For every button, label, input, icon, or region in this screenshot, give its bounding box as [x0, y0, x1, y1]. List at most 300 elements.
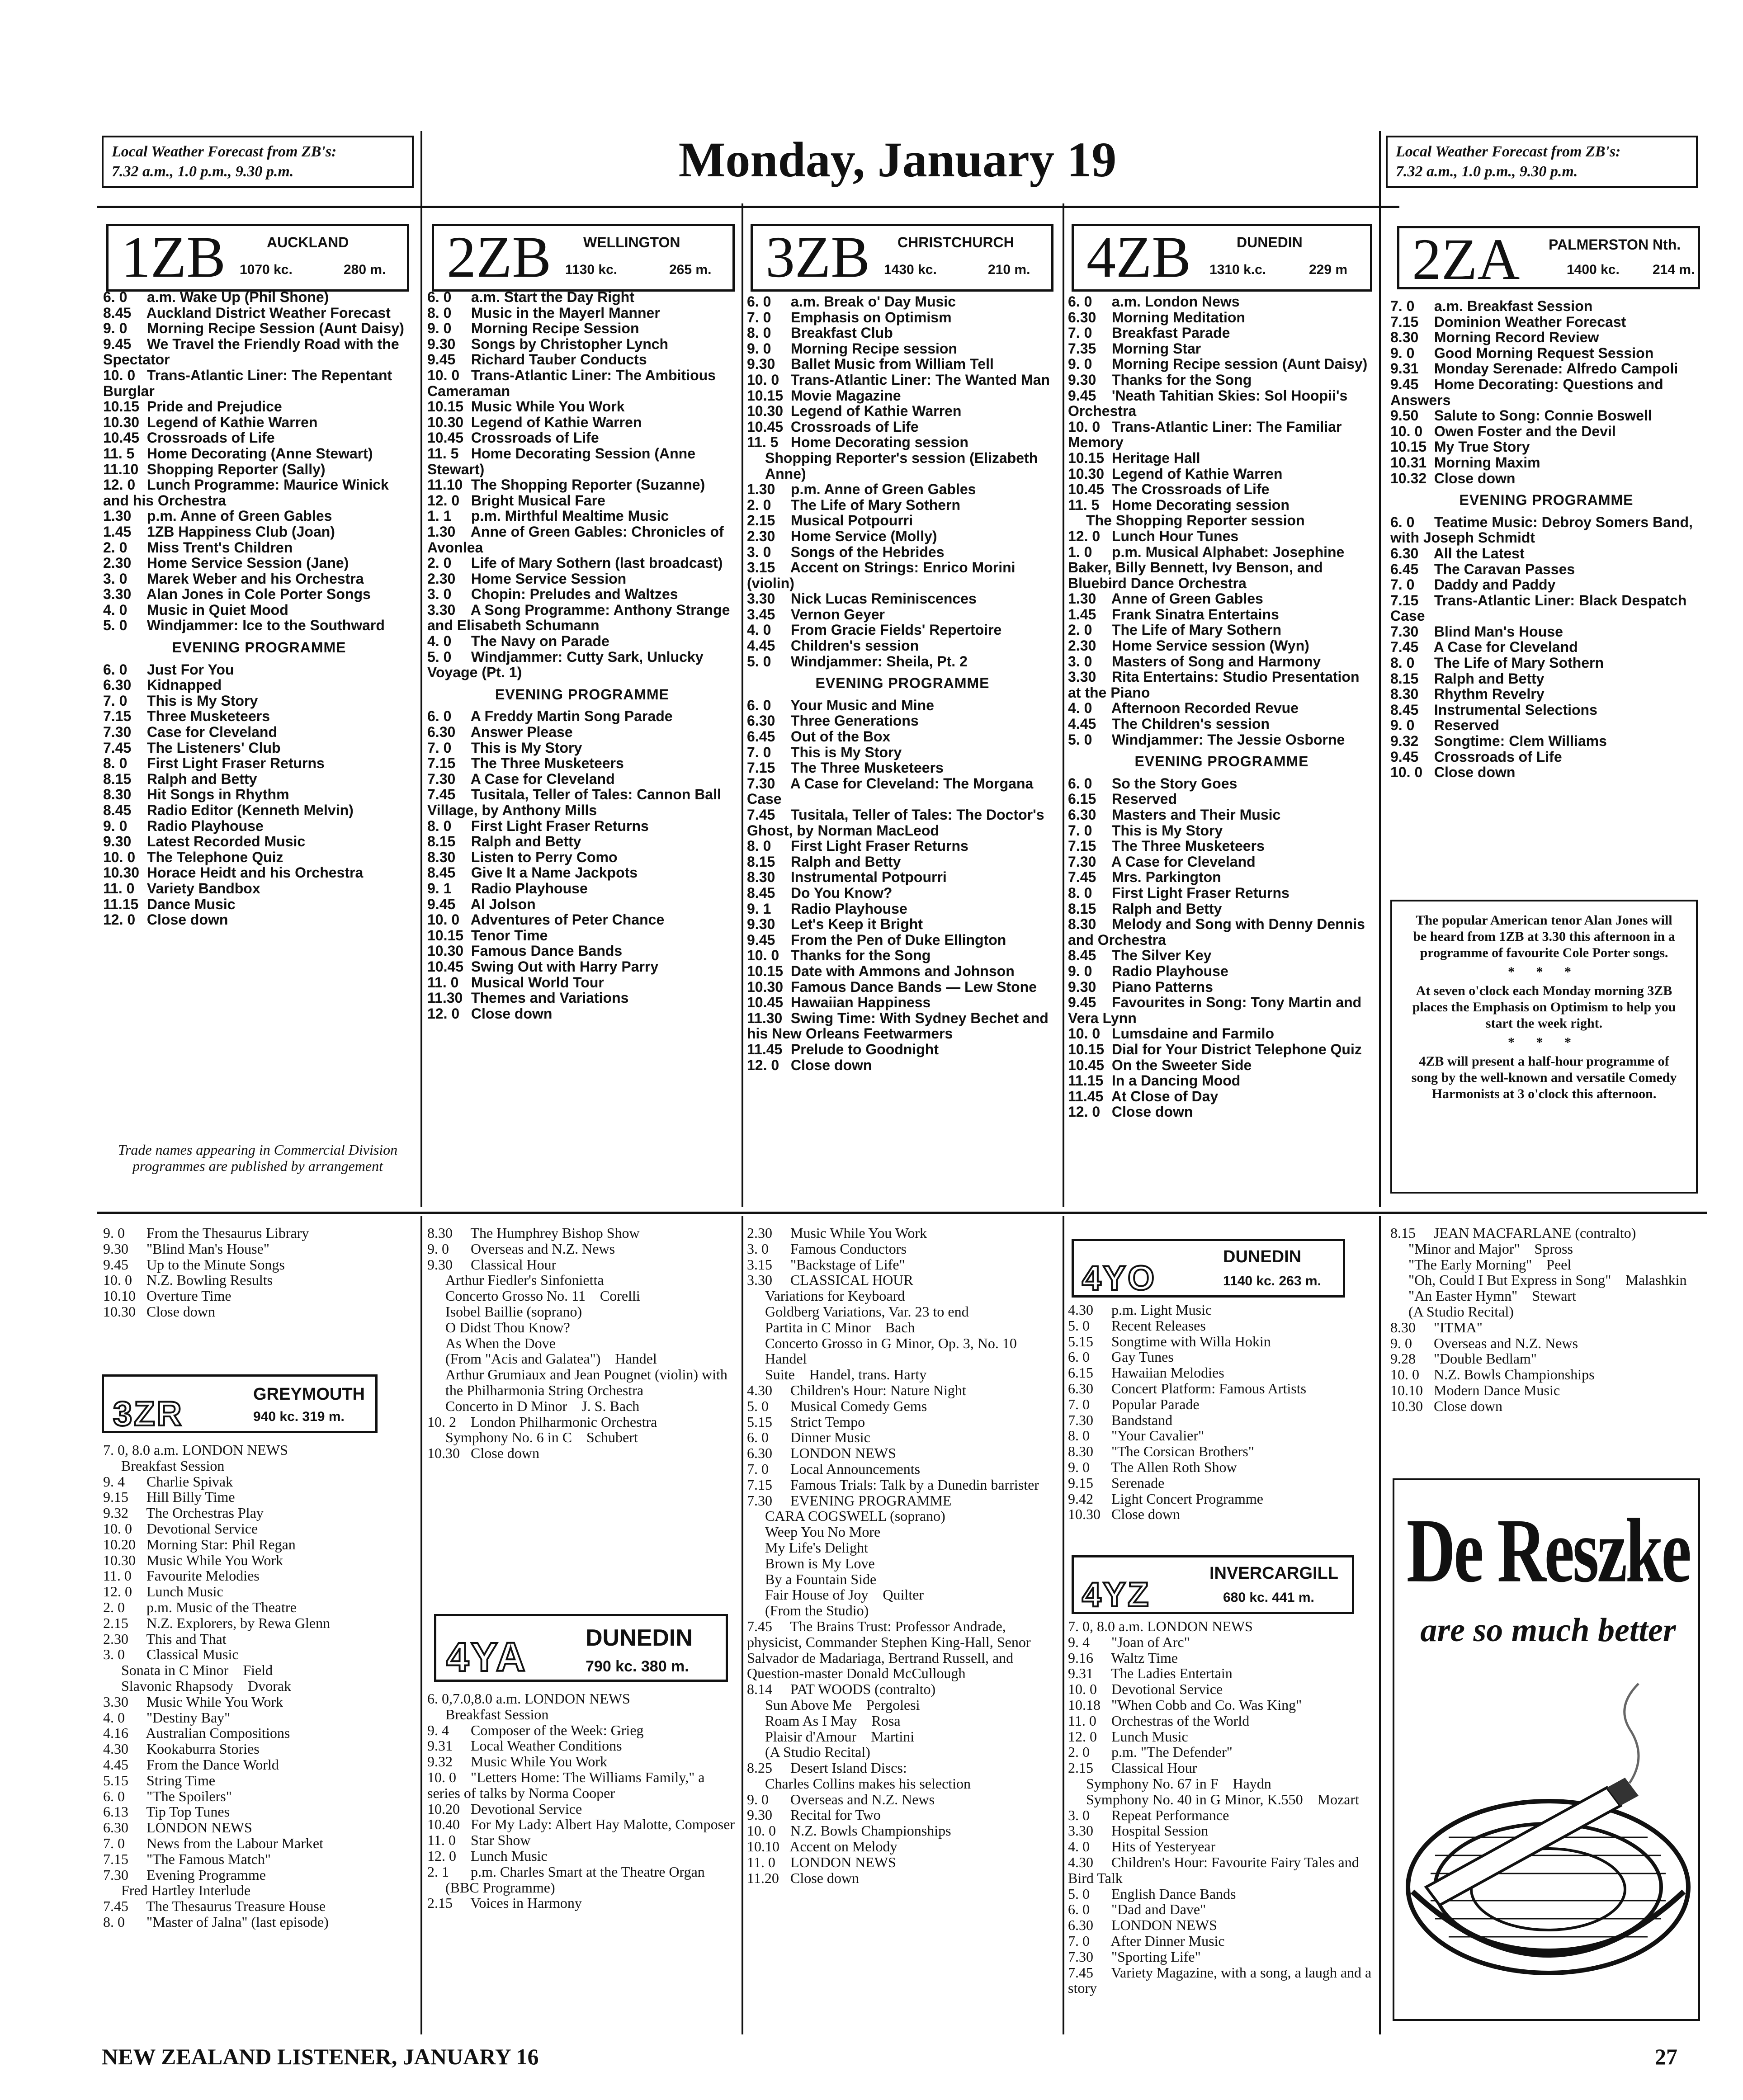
- programme-title: Serenade: [1111, 1474, 1165, 1491]
- programme-entry: [1068, 294, 1375, 310]
- programme-title: Lunch Programme: Maurice Winick and his Orchestra: [103, 477, 393, 509]
- programme-time: 6.30: [747, 713, 775, 729]
- programme-title: Teatime Music: Debroy Somers Band, with Joseph Schmidt: [1390, 514, 1697, 546]
- programme-entry: [427, 1691, 737, 1707]
- programme-time: 4. 0: [103, 1709, 125, 1726]
- station-wavelength: 280 m.: [344, 262, 386, 277]
- programme-time: 2. 0: [1068, 622, 1092, 638]
- programme-entry: [747, 1042, 1058, 1057]
- station-frequency: 1130 kc.: [565, 262, 618, 277]
- programme-entry: [747, 294, 1058, 310]
- programme-entry: [747, 1508, 1058, 1524]
- programme-time: 10.15: [103, 398, 140, 415]
- programme-entry: [747, 995, 1058, 1010]
- programme-title: Famous Conductors: [790, 1240, 907, 1257]
- programme-entry: [103, 912, 415, 928]
- programme-entry: [1390, 577, 1702, 593]
- programme-time: 9. 0: [103, 1225, 125, 1241]
- station-wavelength: 210 m.: [988, 262, 1030, 277]
- programme-time: 5. 0: [1068, 731, 1092, 748]
- programme-time: 6. 0: [747, 293, 771, 310]
- station-wavelength: 265 m.: [669, 262, 712, 277]
- programme-title: Music in Quiet Mood: [146, 601, 288, 618]
- programme-title: Your Music and Mine: [790, 697, 934, 713]
- programme-entry: [427, 1722, 737, 1738]
- programme-time: 4.45: [747, 637, 775, 654]
- programme-time: 9. 0: [1068, 1458, 1090, 1475]
- programme-entry: [427, 586, 737, 602]
- programme-time: 9.32: [427, 1753, 453, 1770]
- programme-time: 11. 5: [1068, 496, 1100, 513]
- programme-time: 5. 0: [747, 1397, 769, 1414]
- programme-title: Crossroads of Life: [471, 429, 599, 446]
- programme-time: 7. 0: [1068, 1932, 1090, 1949]
- programme-time: 7.30: [103, 724, 132, 741]
- programme-entry: [1068, 654, 1375, 670]
- programme-time: 2.15: [427, 1895, 453, 1911]
- programme-title: Anne of Green Gables: [1111, 590, 1263, 607]
- programme-title: Arthur Grumiaux and Jean Pougnet (violin) with the Philharmonia String Orchestra: [445, 1366, 731, 1398]
- programme-entry: [103, 399, 415, 415]
- programme-title: Pride and Prejudice: [146, 398, 282, 415]
- programme-title: "Your Cavalier": [1111, 1427, 1205, 1444]
- programme-entry: [1390, 1257, 1702, 1273]
- programme-entry: [427, 1738, 737, 1754]
- station-call-sign: 4YO: [1082, 1259, 1157, 1298]
- programme-title: Symphony No. 6 in C Schubert: [445, 1429, 638, 1446]
- programme-entry: [103, 1647, 415, 1662]
- programme-time: 9.45: [1068, 387, 1096, 404]
- programme-entry: [427, 1336, 737, 1351]
- programme-title: Trans-Atlantic Liner: The Ambitious Cameraman: [427, 367, 720, 399]
- programme-time: 12. 0: [427, 492, 460, 509]
- programme-title: Themes and Variations: [471, 990, 629, 1006]
- programme-entry: [427, 1320, 737, 1336]
- programme-entry: [1068, 1697, 1375, 1713]
- station-city: PALMERSTON Nth.: [1549, 236, 1681, 253]
- programme-title: Afternoon Recorded Revue: [1111, 700, 1299, 717]
- programme-time: 7. 0: [747, 309, 771, 326]
- programme-entry: [1390, 345, 1702, 361]
- programme-time: 10.45: [747, 994, 784, 1011]
- programme-entry: [747, 1524, 1058, 1540]
- programme-title: Legend of Kathie Warren: [790, 403, 962, 420]
- station-wavelength: 229 m: [1309, 262, 1348, 277]
- programme-entry: [103, 586, 415, 602]
- programme-entry: [1068, 1104, 1375, 1120]
- programme-time: 6.45: [1390, 561, 1419, 577]
- programme-title: All the Latest: [1433, 545, 1525, 562]
- programme-time: 8.45: [1390, 701, 1419, 718]
- programme-title: a.m. LONDON NEWS: [496, 1690, 630, 1707]
- programme-entry: [103, 1631, 415, 1647]
- programme-time: 4.30: [1068, 1854, 1093, 1870]
- programme-time: 6. 0: [103, 289, 128, 305]
- station-city: GREYMOUTH: [253, 1385, 365, 1404]
- programme-entry: [747, 1807, 1058, 1823]
- programme-title: Thanks for the Song: [1111, 371, 1252, 388]
- programme-title: Instrumental Potpourri: [790, 869, 947, 886]
- programme-time: 10.30: [427, 1445, 460, 1462]
- programme-time: 10.30: [103, 414, 140, 430]
- programme-title: Morning Recipe Session (Aunt Daisy): [146, 320, 404, 337]
- programme-time: 9.45: [1068, 994, 1096, 1011]
- programme-title: O Didst Thou Know?: [445, 1319, 570, 1336]
- programme-title: Variety Magazine, with a song, a laugh and a story: [1068, 1964, 1375, 1996]
- programme-title: The Navy on Parade: [471, 633, 609, 650]
- programme-title: Al Jolson: [470, 896, 536, 912]
- programme-title: The Children's session: [1111, 716, 1270, 732]
- programme-title: "The Famous Match": [146, 1850, 271, 1867]
- programme-title: LONDON NEWS: [1111, 1917, 1217, 1934]
- programme-time: 2.15: [747, 512, 775, 529]
- programme-entry: [427, 1754, 737, 1770]
- programme-entry: [103, 1288, 415, 1304]
- programme-title: a.m. Breakfast Session: [1434, 298, 1593, 314]
- programme-time: 3.45: [747, 606, 775, 623]
- programme-time: 7. 0: [1068, 1396, 1090, 1412]
- programme-time: 6. 0: [103, 661, 128, 678]
- programme-title: p.m. Musical Alphabet: Josephine Baker, Billy Bennett, Ivy Benson, and Bluebird Dance Orchestra: [1068, 543, 1349, 591]
- programme-time: 8.30: [427, 849, 456, 865]
- programme-entry: [1068, 1933, 1375, 1949]
- programme-entry: [747, 1540, 1058, 1556]
- programme-time: 7.45: [747, 807, 775, 823]
- programme-title: From Gracie Fields' Repertoire: [790, 622, 1002, 638]
- station-header-3zb: [751, 224, 1053, 292]
- programme-entry: [1068, 1619, 1375, 1634]
- programme-entry: [427, 1445, 737, 1461]
- programme-title: The Silver Key: [1111, 947, 1212, 964]
- programme-entry: [103, 1521, 415, 1537]
- programme-entry: [1068, 1318, 1375, 1334]
- programme-entry: [1068, 419, 1375, 450]
- programme-title: N.Z. Bowling Results: [146, 1272, 273, 1288]
- programme-time: 11. 5: [103, 445, 135, 462]
- programme-time: 9.30: [103, 1240, 128, 1257]
- programme-title: Blind Man's House: [1434, 623, 1563, 640]
- programme-title: "When Cobb and Co. Was King": [1111, 1696, 1302, 1713]
- programme-time: 9. 0: [427, 1240, 449, 1257]
- programme-entry: [1068, 732, 1375, 748]
- programme-title: Windjammer: Ice to the Southward: [146, 617, 385, 634]
- programme-entry: [103, 508, 415, 524]
- programme-time: 10. 0: [747, 371, 779, 388]
- programme-title: The Shopping Reporter session: [1086, 512, 1305, 529]
- programme-entry: [427, 849, 737, 865]
- programme-entry: [427, 649, 737, 680]
- programme-entry: [747, 1367, 1058, 1383]
- programme-entry: [427, 446, 737, 477]
- programme-title: Instrumental Selections: [1434, 701, 1597, 718]
- column-rule: [742, 203, 743, 1207]
- programme-entry: [103, 1662, 415, 1678]
- programme-entry: [1068, 1886, 1375, 1902]
- programme-entry: [747, 1057, 1058, 1073]
- programme-time: 9.31: [1390, 360, 1419, 377]
- programme-entry: [1390, 424, 1702, 439]
- station-city: DUNEDIN: [586, 1625, 693, 1651]
- programme-time: 12. 0: [103, 477, 136, 493]
- programme-entry: [1068, 481, 1375, 497]
- programme-title: Close down: [790, 1057, 872, 1073]
- programme-entry: [747, 1010, 1058, 1042]
- programme-time: 6. 0: [747, 1429, 769, 1446]
- programme-title: Masters of Song and Harmony: [1111, 653, 1321, 670]
- programme-time: 10.10: [1390, 1382, 1423, 1398]
- programme-title: Famous Dance Bands — Lew Stone: [790, 978, 1037, 995]
- programme-title: Three Musketeers: [146, 708, 270, 725]
- programme-entry: [103, 1804, 415, 1820]
- programme-entry: [427, 708, 737, 724]
- programme-title: As When the Dove: [445, 1335, 556, 1351]
- programme-title: Rhythm Revelry: [1434, 686, 1545, 703]
- programme-title: Composer of the Week: Grieg: [471, 1722, 644, 1738]
- programme-entry: [747, 1571, 1058, 1587]
- programme-entry: [103, 802, 415, 818]
- programme-time: 7.30: [1068, 1411, 1093, 1428]
- programme-entry: [427, 1864, 737, 1880]
- programme-entry: [1068, 356, 1375, 372]
- programme-title: The Thesaurus Treasure House: [146, 1898, 326, 1915]
- programme-title: Local Announcements: [790, 1460, 921, 1477]
- programme-title: Windjammer: Cutty Sark, Unlucky Voyage (Pt. 1): [427, 648, 708, 681]
- programme-title: Classical Music: [146, 1646, 239, 1663]
- programme-time: 7.15: [103, 708, 132, 725]
- programme-entry: [747, 497, 1058, 513]
- programme-entry: [747, 713, 1058, 729]
- programme-title: Tip Top Tunes: [146, 1803, 230, 1820]
- programme-title: My True Story: [1434, 439, 1530, 455]
- programme-time: 7. 0, 8.0: [103, 1442, 150, 1458]
- station-header-2za: [1397, 226, 1700, 292]
- programme-entry: [747, 1288, 1058, 1304]
- programme-entry: [1390, 439, 1702, 455]
- programme-time: 9.15: [1068, 1474, 1093, 1491]
- programme-title: Music While You Work: [471, 398, 625, 415]
- programme-title: Accent on Strings: Enrico Morini (violin): [747, 559, 1020, 591]
- programme-title: Alan Jones in Cole Porter Songs: [146, 586, 371, 603]
- programme-title: Classical Hour: [471, 1256, 557, 1273]
- programme-entry: [747, 560, 1058, 591]
- programme-time: 11. 5: [427, 445, 459, 462]
- programme-time: 6.30: [1390, 545, 1419, 562]
- programme-title: Movie Magazine: [790, 387, 901, 404]
- programme-entry: [1390, 1272, 1702, 1288]
- programme-time: 7.30: [103, 1866, 128, 1883]
- programme-title: Trans-Atlantic Liner: The Wanted Man: [790, 371, 1050, 388]
- station-call-sign: 4YA: [446, 1635, 527, 1680]
- weather-forecast-right: [1386, 136, 1698, 188]
- programme-time: 3.30: [1068, 1822, 1093, 1839]
- programme-time: 2. 0: [1068, 1744, 1090, 1760]
- programme-time: 9.30: [427, 335, 456, 352]
- programme-entry: [103, 1272, 415, 1288]
- programme-title: N.Z. Bowls Championships: [1434, 1366, 1595, 1383]
- programme-time: 10.30: [427, 414, 464, 430]
- programme-entry: [427, 555, 737, 571]
- programme-title: Radio Playhouse: [471, 880, 588, 897]
- programme-title: Light Concert Programme: [1111, 1490, 1263, 1507]
- programme-title: Local Weather Conditions: [471, 1737, 622, 1754]
- programme-entry: [103, 1820, 415, 1836]
- programme-time: 7.30: [1390, 623, 1419, 640]
- notice-separator: * * *: [1508, 964, 1580, 979]
- programme-entry: [747, 869, 1058, 885]
- programme-title: Vernon Geyer: [790, 606, 885, 623]
- programme-time: 10.30: [747, 403, 784, 420]
- programme-title: 'Neath Tahitian Skies: Sol Hoopii's Orchestra: [1068, 387, 1352, 420]
- station-city: DUNEDIN: [1223, 1247, 1302, 1266]
- programme-title: Up to the Minute Songs: [146, 1256, 285, 1273]
- programme-time: 8.30: [1068, 1443, 1093, 1460]
- programme-title: Concert Platform: Famous Artists: [1111, 1380, 1307, 1397]
- programme-entry: [747, 434, 1058, 450]
- programme-time: 9. 0: [1068, 356, 1092, 373]
- programme-title: In a Dancing Mood: [1111, 1072, 1241, 1089]
- programme-title: JEAN MACFARLANE (contralto): [1434, 1225, 1636, 1241]
- programme-entry: [103, 1773, 415, 1789]
- programme-entry: [103, 724, 415, 740]
- programme-title: The Ladies Entertain: [1111, 1665, 1233, 1682]
- programme-title: Lunch Hour Tunes: [1111, 528, 1239, 544]
- programme-entry: [747, 310, 1058, 326]
- programme-entry: [103, 771, 415, 787]
- programme-entry: [1068, 1381, 1375, 1397]
- programme-entry: [103, 1615, 415, 1631]
- programme-time: 4.30: [1068, 1302, 1093, 1318]
- programme-title: CLASSICAL HOUR: [790, 1272, 913, 1288]
- programme-time: 6. 0: [1068, 775, 1092, 792]
- programme-time: 12. 0: [427, 1847, 456, 1864]
- programme-entry: [1068, 807, 1375, 823]
- programme-title: My Life's Delight: [765, 1539, 868, 1556]
- programme-time: 10. 0: [1068, 1681, 1097, 1698]
- programme-entry: [747, 729, 1058, 745]
- programme-title: Richard Tauber Conducts: [471, 351, 647, 368]
- programme-time: 6.30: [747, 1445, 772, 1462]
- programme-entry: [1068, 1917, 1375, 1933]
- programme-entry: [1068, 948, 1375, 963]
- programme-time: 7.35: [1068, 340, 1096, 357]
- programme-time: 12. 0: [103, 1583, 132, 1600]
- programme-entry: [747, 1414, 1058, 1430]
- programme-entry: [427, 399, 737, 415]
- programme-entry: [747, 1272, 1058, 1288]
- programme-entry: [1068, 995, 1375, 1026]
- programme-entry: [1068, 1744, 1375, 1760]
- programme-title: Breakfast Session: [121, 1457, 225, 1474]
- programme-title: After Dinner Music: [1110, 1932, 1225, 1949]
- programme-time: 10. 0: [427, 911, 460, 928]
- programme-entry: [1068, 372, 1375, 388]
- programme-title: Recent Releases: [1111, 1317, 1206, 1334]
- programme-title: Concerto in D Minor J. S. Bach: [445, 1397, 640, 1414]
- programme-entry: [103, 540, 415, 556]
- programme-entry: [103, 1741, 415, 1757]
- programme-entry: [1068, 1491, 1375, 1507]
- station-call-sign: 1ZB: [121, 225, 226, 290]
- programme-title: Radio Playhouse: [790, 900, 907, 917]
- programme-title: Tusitala, Teller of Tales: The Doctor's Ghost, by Norman MacLeod: [747, 807, 1049, 839]
- notice-box: [1390, 900, 1698, 1194]
- programme-entry: [1390, 546, 1702, 562]
- programme-title: The Orchestras Play: [146, 1505, 264, 1521]
- schedule-3zr: [103, 1442, 415, 1930]
- programme-title: Crossroads of Life: [146, 429, 275, 446]
- station-city: CHRISTCHURCH: [897, 234, 1014, 250]
- programme-title: The Three Musketeers: [790, 760, 944, 776]
- programme-title: a.m. Wake Up (Phil Shone): [146, 289, 329, 305]
- station-header-1zb: [106, 224, 409, 292]
- programme-title: Close down: [1434, 764, 1516, 781]
- programme-entry: [1390, 1304, 1702, 1320]
- programme-title: Accent on Melody: [789, 1838, 897, 1855]
- programme-title: Trans-Atlantic Liner: Black Despatch Case: [1390, 592, 1691, 624]
- programme-title: (From "Acis and Galatea") Handel: [445, 1350, 657, 1367]
- programme-title: a.m. Break o' Day Music: [790, 293, 956, 310]
- programme-time: 4.45: [1068, 716, 1096, 732]
- programme-entry: [1068, 869, 1375, 885]
- programme-title: Frank Sinatra Entertains: [1111, 606, 1279, 623]
- notice-paragraph: The popular American tenor Alan Jones will be heard from 1ZB at 3.30 this afternoon in a programme of favourite Cole Porter songs.: [1413, 913, 1675, 960]
- notice-paragraph: At seven o'clock each Monday morning 3ZB places the Emphasis on Optimism to help you start the week right.: [1412, 983, 1676, 1031]
- station-city: INVERCARGILL: [1209, 1564, 1338, 1583]
- programme-time: 9.42: [1068, 1490, 1093, 1507]
- programme-entry: [1068, 1397, 1375, 1412]
- programme-entry: [427, 975, 737, 991]
- programme-entry: [103, 662, 415, 678]
- programme-time: 7. 0: [1068, 822, 1092, 839]
- programme-entry: [747, 1744, 1058, 1760]
- programme-time: 7.45: [1390, 639, 1419, 656]
- programme-time: 8.45: [103, 802, 132, 818]
- programme-title: p.m. "The Defender": [1111, 1744, 1233, 1760]
- programme-entry: [1390, 377, 1702, 408]
- programme-entry: [747, 325, 1058, 341]
- programme-time: 10. 2: [427, 1413, 456, 1430]
- programme-time: 10.30: [103, 1303, 136, 1320]
- programme-entry: [103, 1458, 415, 1474]
- programme-time: 9.30: [747, 356, 775, 373]
- programme-title: Favourite Melodies: [146, 1567, 260, 1584]
- programme-entry: [427, 1351, 737, 1367]
- programme-entry: [747, 1823, 1058, 1839]
- programme-time: 5. 0: [1068, 1885, 1090, 1902]
- programme-title: Reserved: [1111, 791, 1177, 807]
- programme-time: 10.45: [1068, 481, 1105, 498]
- programme-title: Orchestras of the World: [1111, 1712, 1250, 1729]
- column-rule: [1063, 203, 1064, 1207]
- programme-entry: [1390, 717, 1702, 733]
- programme-time: 1.45: [103, 523, 132, 540]
- programme-title: The Life of Mary Sothern: [1434, 655, 1604, 671]
- programme-entry: [1390, 361, 1702, 377]
- programme-title: Melody and Song with Denny Dennis and Orchestra: [1068, 916, 1369, 948]
- programme-title: The Listeners' Club: [146, 739, 281, 756]
- programme-entry: [103, 1241, 415, 1257]
- programme-title: p.m. Anne of Green Gables: [146, 508, 332, 524]
- programme-time: 9.28: [1390, 1350, 1416, 1367]
- programme-entry: [103, 1757, 415, 1773]
- programme-title: CARA COGSWELL (soprano): [765, 1508, 945, 1524]
- section-heading: EVENING PROGRAMME: [1459, 492, 1634, 509]
- programme-title: The Life of Mary Sothern: [790, 496, 961, 513]
- programme-time: 7.30: [747, 775, 775, 792]
- programme-entry: [747, 341, 1058, 357]
- programme-title: Musical Comedy Gems: [790, 1397, 927, 1414]
- programme-title: Miss Trent's Children: [146, 539, 293, 556]
